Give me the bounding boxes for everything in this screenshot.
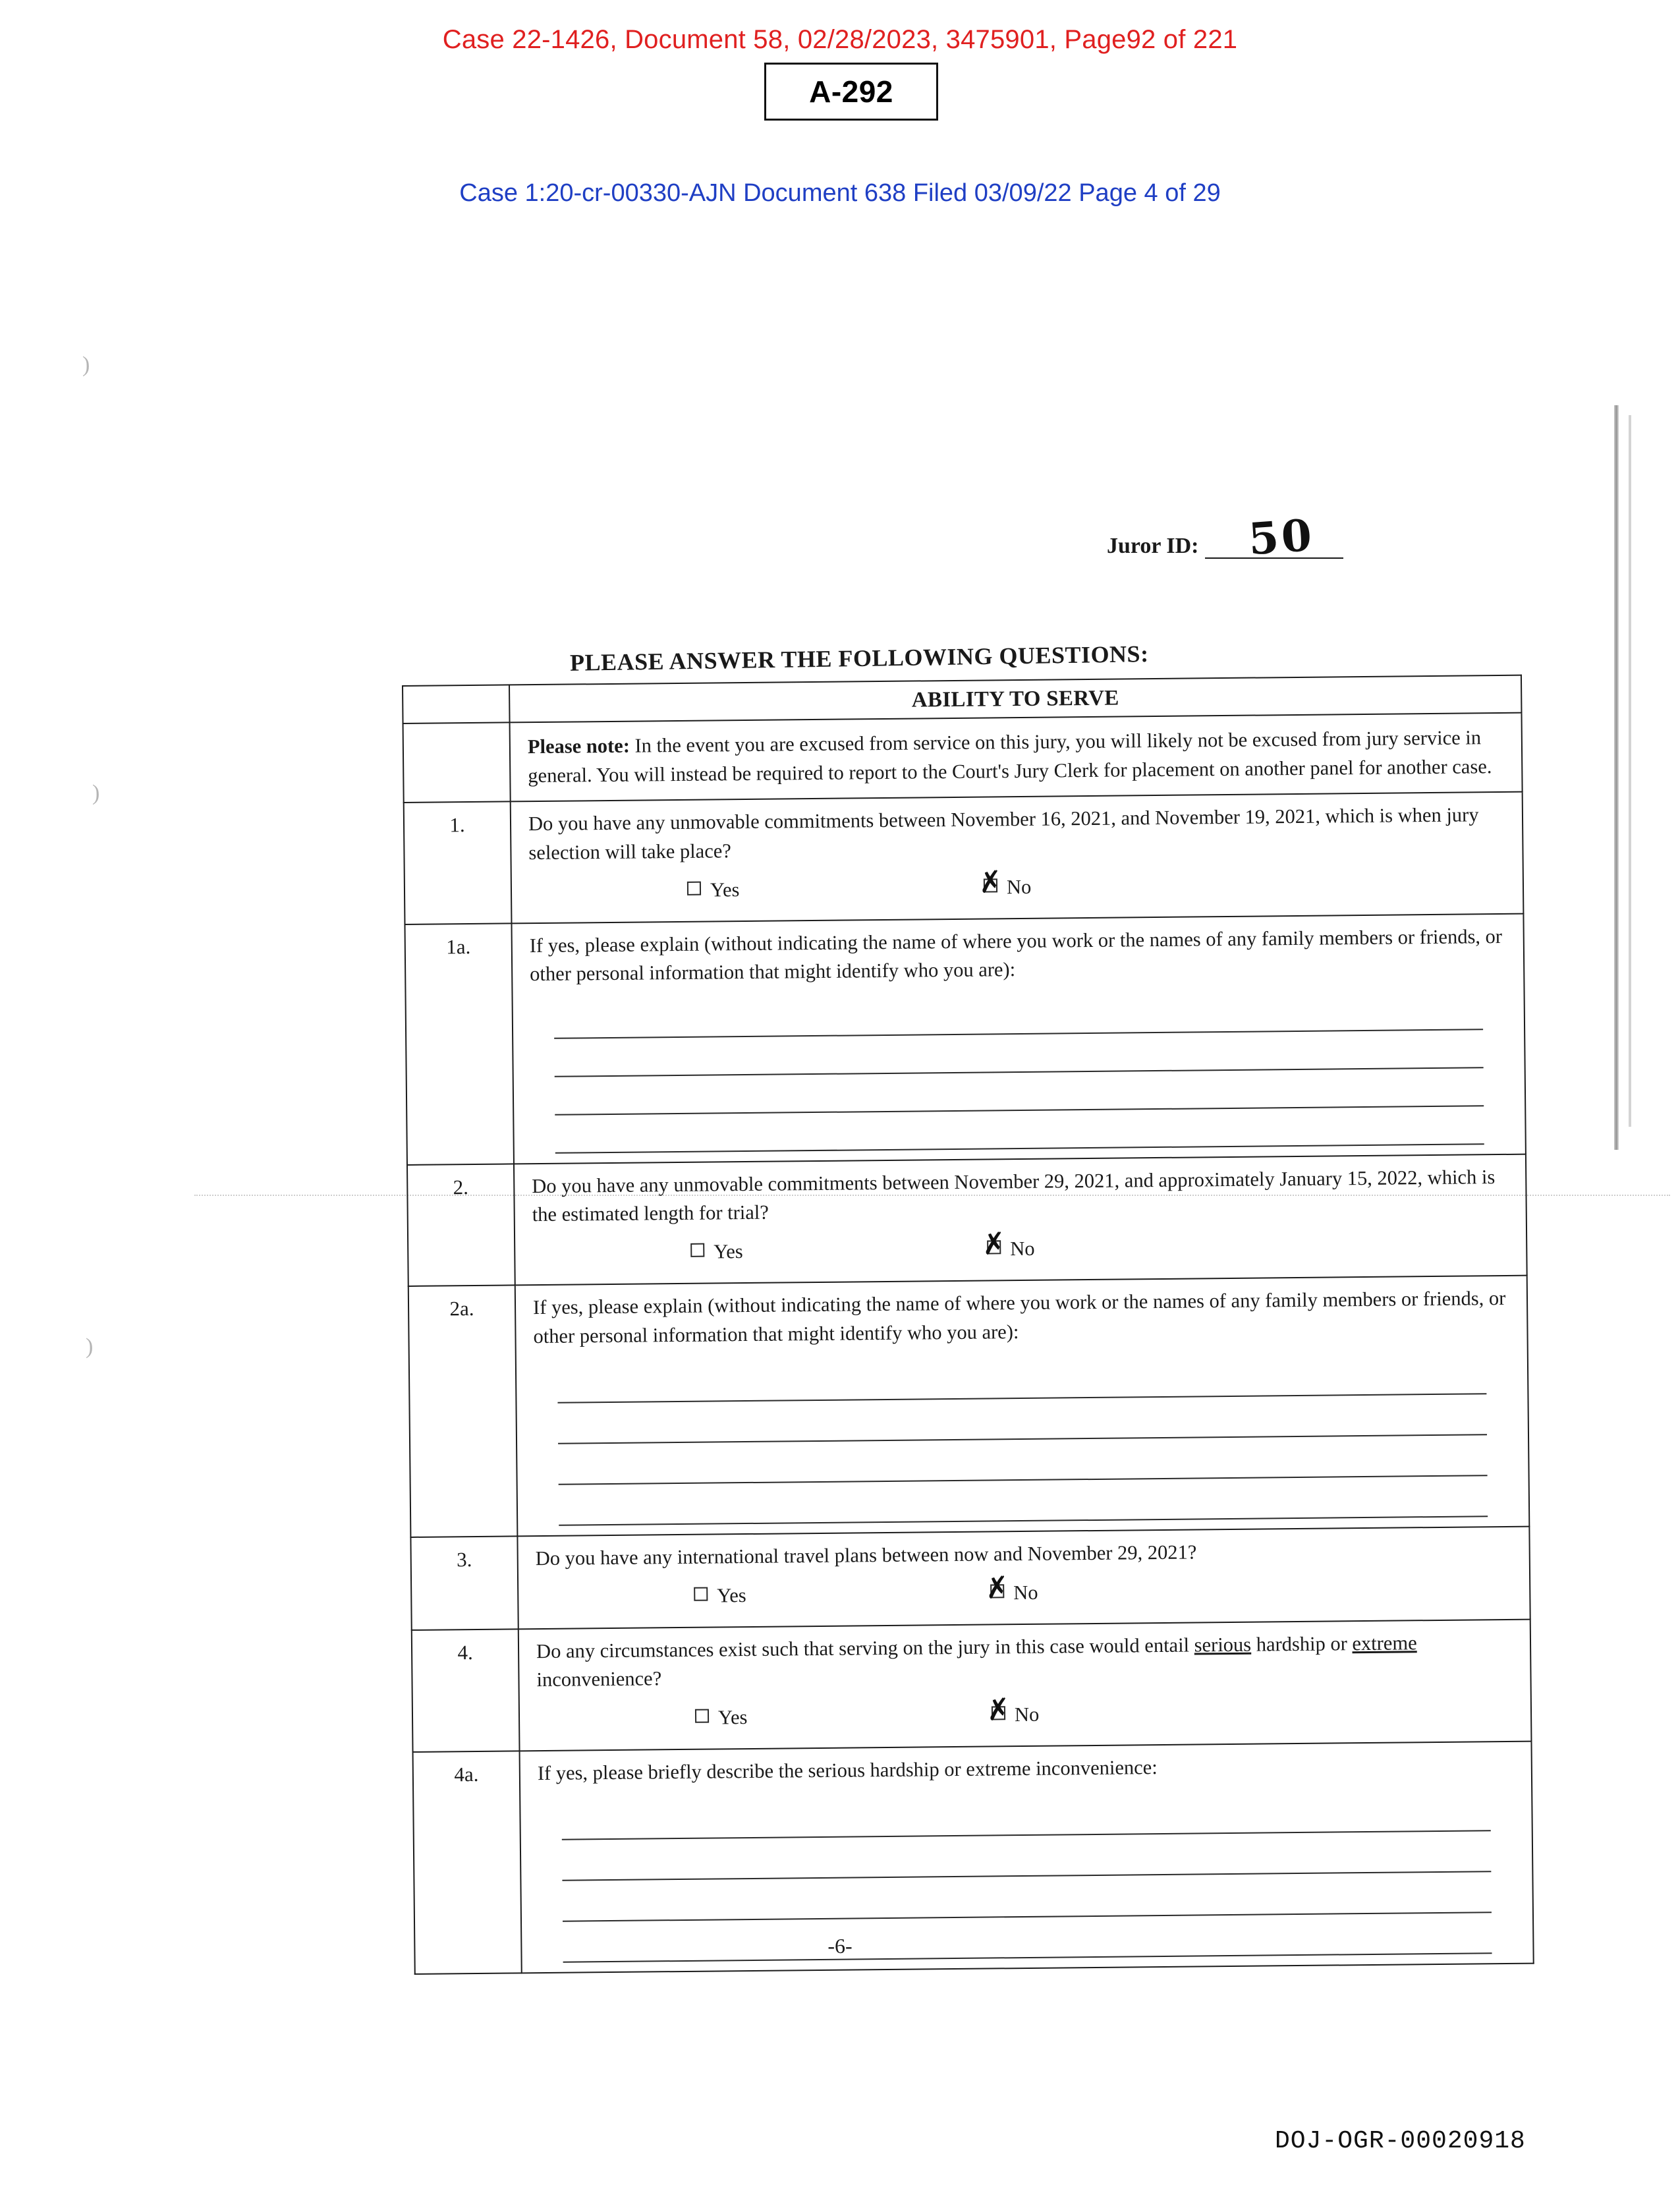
checkbox-icon[interactable] <box>687 882 701 895</box>
page-title: PLEASE ANSWER THE FOLLOWING QUESTIONS: <box>569 640 1149 676</box>
yes-option[interactable] <box>687 876 740 905</box>
checkbox-icon[interactable] <box>695 1709 709 1722</box>
question-text: Do you have any international travel plans between now and November 29, 2021? <box>535 1541 1197 1570</box>
note-text: In the event you are excused from service on this jury, you will likely not be excused from jury service in general. You will instead be required to report to the Court's Jury Clerk for placement on another panel for another case. <box>528 726 1492 787</box>
no-label: No <box>1010 1237 1035 1261</box>
no-option[interactable] <box>990 1579 1038 1608</box>
bates-number: DOJ-OGR-00020918 <box>1275 2127 1526 2155</box>
question-number: 2. <box>407 1164 515 1286</box>
yes-label: Yes <box>717 1584 746 1607</box>
section-banner: ABILITY TO SERVE <box>509 675 1521 723</box>
no-option[interactable] <box>984 873 1032 902</box>
appendix-page-stamp <box>764 63 938 121</box>
question-text: Do you have any unmovable commitments between November 29, 2021, and approximately January 15, 2022, which is the estimated length for trial? <box>532 1165 1496 1226</box>
juror-id-handwritten-value: 50 <box>1246 509 1316 565</box>
question-text: If yes, please explain (without indicating the name of where you work or the names of any family members or friends, or other personal information that might identify who you are): <box>529 925 1503 986</box>
yes-no-answer-row <box>537 1696 1516 1741</box>
table-row <box>412 1620 1532 1752</box>
banner-number-cell <box>403 685 510 723</box>
note-number-cell <box>403 722 511 803</box>
scanned-page <box>79 217 1601 2115</box>
serious-emphasis: serious <box>1194 1633 1252 1657</box>
table-row <box>410 1526 1530 1630</box>
yes-option[interactable] <box>690 1237 743 1266</box>
question-cell <box>514 1154 1527 1285</box>
answer-line[interactable] <box>555 1106 1484 1154</box>
juror-id-label: Juror ID: <box>1107 534 1199 558</box>
juror-id-field <box>1107 509 1384 565</box>
question-cell <box>515 1276 1530 1536</box>
district-ecf-header: Case 1:20-cr-00330-AJN Document 638 Filed 03/09/22 Page 4 of 29 <box>459 179 1221 207</box>
yes-no-answer-row <box>529 868 1508 913</box>
question-text: If yes, please explain (without indicating the name of where you work or the names of any family members or friends, or other personal information that might identify who you are): <box>532 1287 1506 1347</box>
question-cell <box>518 1620 1532 1751</box>
binder-mark-1: ) <box>82 353 90 377</box>
table-row <box>404 792 1524 924</box>
scan-edge-artifact <box>1614 405 1619 1150</box>
yes-no-answer-row <box>536 1574 1515 1619</box>
checkbox-icon[interactable] <box>694 1587 708 1601</box>
yes-no-answer-row <box>532 1230 1511 1275</box>
checkbox-checked-icon[interactable] <box>984 878 997 892</box>
yes-label: Yes <box>710 878 740 901</box>
question-number: 1a. <box>405 923 513 1164</box>
page-number: -6- <box>827 1934 853 1958</box>
yes-label: Yes <box>714 1240 743 1263</box>
checkbox-checked-icon[interactable] <box>990 1584 1004 1598</box>
ability-to-serve-table <box>402 675 1534 1975</box>
binder-mark-3: ) <box>86 1334 94 1359</box>
checkbox-checked-icon[interactable] <box>987 1241 1001 1255</box>
table-row <box>407 1154 1527 1286</box>
question-number: 4. <box>412 1629 520 1751</box>
binder-mark-2: ) <box>92 781 100 805</box>
no-label: No <box>1013 1581 1038 1604</box>
no-label: No <box>1006 875 1032 899</box>
table-row <box>405 914 1525 1165</box>
question-cell <box>511 792 1524 923</box>
question-number: 4a. <box>413 1751 522 1974</box>
scan-edge-artifact-secondary <box>1629 415 1631 1127</box>
question-number: 3. <box>410 1536 518 1630</box>
question-text: Do any circumstances exist such that serving on the jury in this case would entail serious hardship or extreme inconvenience? <box>536 1631 1417 1691</box>
checkbox-icon[interactable] <box>690 1243 704 1257</box>
yes-option[interactable] <box>694 1581 746 1610</box>
no-option[interactable] <box>987 1235 1035 1264</box>
question-text: If yes, please briefly describe the serious hardship or extreme inconvenience: <box>537 1755 1158 1784</box>
please-note-cell <box>510 713 1523 802</box>
yes-option[interactable] <box>695 1703 748 1732</box>
extreme-emphasis: extreme <box>1352 1631 1417 1655</box>
appendix-page-label: A-292 <box>809 74 893 109</box>
table-row-note <box>403 713 1523 803</box>
question-number: 2a. <box>408 1286 518 1537</box>
appellate-ecf-header: Case 22-1426, Document 58, 02/28/2023, 3475901, Page92 of 221 <box>442 25 1238 54</box>
question-text: Do you have any unmovable commitments between November 16, 2021, and November 19, 2021, which is when jury selection will take place? <box>528 803 1479 864</box>
answer-line[interactable] <box>559 1476 1488 1526</box>
write-in-answer-area[interactable] <box>534 1353 1514 1526</box>
question-cell <box>517 1526 1530 1629</box>
table-row <box>408 1276 1530 1537</box>
question-number: 1. <box>404 802 512 924</box>
yes-label: Yes <box>717 1705 748 1729</box>
write-in-answer-area[interactable] <box>530 992 1511 1154</box>
note-bold-label: Please note: <box>527 734 630 758</box>
no-label: No <box>1014 1703 1040 1726</box>
no-option[interactable] <box>992 1700 1040 1729</box>
question-cell <box>511 914 1525 1164</box>
checkbox-checked-icon[interactable] <box>992 1706 1005 1720</box>
